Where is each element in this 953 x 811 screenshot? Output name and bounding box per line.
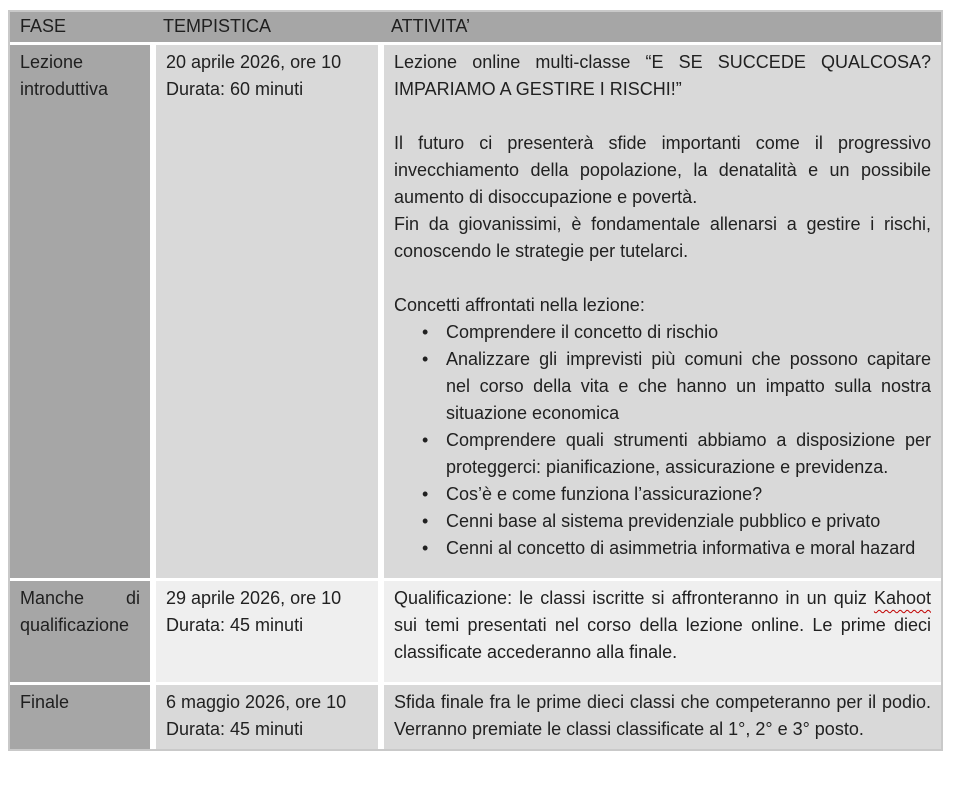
activity-text-segment: Qualificazione: le classi iscritte si affronteranno in un quiz bbox=[394, 588, 874, 608]
activity-cell bbox=[381, 684, 941, 750]
table-row-finale bbox=[10, 684, 941, 750]
timing-cell bbox=[153, 684, 381, 750]
activity-paragraph bbox=[394, 585, 931, 666]
column-header-attivita: ATTIVITA’ bbox=[381, 12, 941, 44]
bullet-item: • Comprendere il concetto di rischio bbox=[394, 319, 931, 346]
timing-date: 29 aprile 2026, ore 10 bbox=[166, 588, 342, 608]
phase-cell: Finale bbox=[10, 684, 153, 750]
activity-cell bbox=[381, 44, 941, 580]
activity-paragraph: Fin da giovanissimi, è fondamentale allenarsi a gestire i rischi, conoscendo le strategie per tutelarci. bbox=[394, 214, 931, 261]
bullet-item: • Cos’è e come funziona l’assicurazione? bbox=[394, 481, 931, 508]
activity-cell bbox=[381, 580, 941, 684]
activity-paragraph: Sfida finale fra le prime dieci classi che competeranno per il podio. Verranno premiate le classi classificate al 1°, 2° e 3° posto. bbox=[394, 692, 931, 739]
blank-line bbox=[394, 265, 931, 292]
blank-line bbox=[394, 103, 931, 130]
schedule-table-container bbox=[8, 10, 943, 751]
header-row bbox=[10, 12, 941, 44]
spellcheck-flagged-word: Kahoot bbox=[873, 588, 931, 608]
timing-duration: Durata: 45 minuti bbox=[166, 615, 304, 635]
table-row-manche-di-qualificazione bbox=[10, 580, 941, 684]
bullet-item: • Cenni base al sistema previdenziale pubblico e privato bbox=[394, 508, 931, 535]
phase-cell: Manche di qualificazione bbox=[10, 580, 153, 684]
timing-cell bbox=[153, 580, 381, 684]
concepts-bullet-list bbox=[394, 319, 931, 562]
bullet-item: • Cenni al concetto di asimmetria informativa e moral hazard bbox=[394, 535, 931, 562]
table-row-lezione-introduttiva bbox=[10, 44, 941, 580]
timing-cell bbox=[153, 44, 381, 580]
phase-cell: Lezione introduttiva bbox=[10, 44, 153, 580]
column-header-fase: FASE bbox=[10, 12, 153, 44]
bullet-item: • Analizzare gli imprevisti più comuni che possono capitare nel corso della vita e che hanno un impatto sulla nostra situazione economica bbox=[394, 346, 931, 427]
bullet-item: • Comprendere quali strumenti abbiamo a disposizione per proteggerci: pianificazione, assicurazione e previdenza. bbox=[394, 427, 931, 481]
timing-date: 6 maggio 2026, ore 10 bbox=[166, 692, 347, 712]
timing-date: 20 aprile 2026, ore 10 bbox=[166, 52, 342, 72]
timing-duration: Durata: 45 minuti bbox=[166, 719, 304, 739]
activity-paragraph: Il futuro ci presenterà sfide importanti come il progressivo invecchiamento della popolazione, la denatalità e un possibile aumento di disoccupazione e povertà. bbox=[394, 133, 931, 207]
activity-text-segment: sui temi presentati nel corso della lezione online. Le prime dieci classificate accederanno alla finale. bbox=[394, 615, 931, 662]
activity-title: Lezione online multi-classe “E SE SUCCEDE QUALCOSA? IMPARIAMO A GESTIRE I RISCHI!” bbox=[394, 52, 931, 99]
schedule-table bbox=[10, 12, 941, 749]
bullet-list-intro: Concetti affrontati nella lezione: bbox=[394, 295, 645, 315]
timing-duration: Durata: 60 minuti bbox=[166, 79, 304, 99]
column-header-tempistica: TEMPISTICA bbox=[153, 12, 381, 44]
